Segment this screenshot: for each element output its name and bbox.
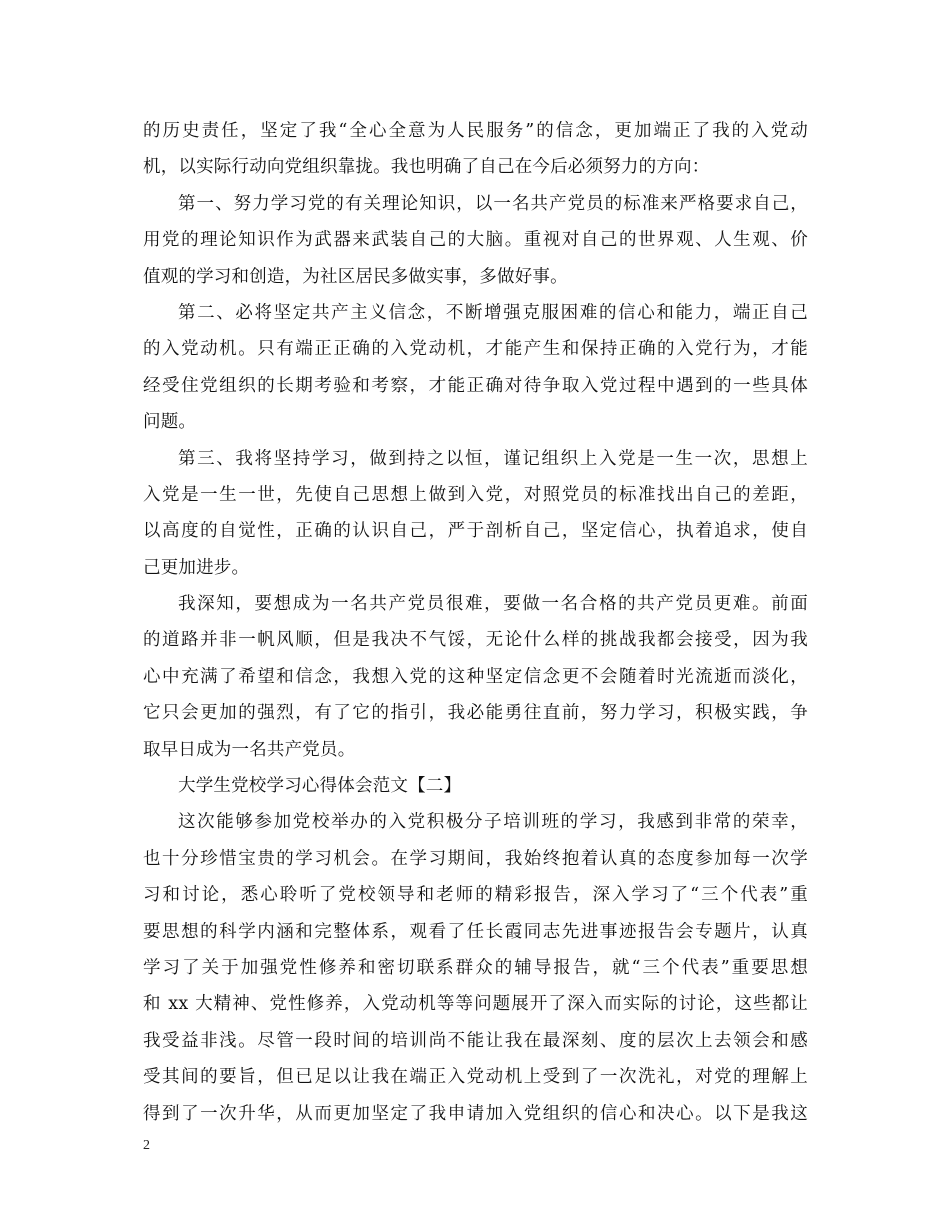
paragraph-line: 学习了关于加强党性修养和密切联系群众的辅导报告，就“三个代表”重要思想 [143, 957, 808, 978]
paragraph-line: 得到了一次升华，从而更加坚定了我申请加入党组织的信心和决心。以下是我这 [143, 1103, 808, 1124]
paragraph-first-line: 第三、我将坚持学习，做到持之以恒，谨记组织上入党是一生一次，思想上 [178, 448, 808, 469]
paragraph-line: 值观的学习和创造，为社区居民多做实事，多做好事。 [143, 266, 568, 287]
paragraph-line: 以高度的自觉性，正确的认识自己，严于剖析自己，坚定信心，执着追求，使自 [143, 521, 808, 542]
paragraph-line: 要思想的科学内涵和完整体系，观看了任长霞同志先进事迹报告会专题片，认真 [143, 921, 808, 942]
paragraph-line: 的历史责任，坚定了我“全心全意为人民服务”的信念，更加端正了我的入党动 [143, 121, 808, 141]
paragraph-line: 它只会更加的强烈，有了它的指引，我必能勇往直前，努力学习，积极实践，争 [143, 703, 808, 724]
paragraph-line: 和 xx 大精神、党性修养，入党动机等等问题展开了深入而实际的讨论，这些都让 [143, 994, 808, 1015]
paragraph-line: 己更加进步。 [143, 557, 250, 578]
paragraph-line: 受其间的要旨，但已足以让我在端正入党动机上受到了一次洗礼，对党的理解上 [143, 1067, 808, 1088]
paragraph-line: 的入党动机。只有端正正确的入党动机，才能产生和保持正确的入党行为，才能 [143, 339, 808, 360]
paragraph-first-line: 第一、努力学习党的有关理论知识，以一名共产党员的标准来严格要求自己， [178, 193, 808, 214]
paragraph-line: 经受住党组织的长期考验和考察，才能正确对待争取入党过程中遇到的一些具体 [143, 375, 808, 396]
paragraph-line: 问题。 [143, 412, 197, 433]
paragraph-line: 取早日成为一名共产党员。 [143, 739, 356, 760]
paragraph-line: 用党的理论知识作为武器来武装自己的大脑。重视对自己的世界观、人生观、价 [143, 230, 808, 251]
paragraph-first-line: 我深知，要想成为一名共产党员很难，要做一名合格的共产党员更难。前面 [178, 594, 808, 615]
paragraph-first-line: 大学生党校学习心得体会范文【二】 [178, 776, 462, 797]
document-body [143, 113, 808, 1132]
paragraph-line: 习和讨论，悉心聆听了党校领导和老师的精彩报告，深入学习了“三个代表”重 [143, 885, 808, 906]
page-number: 2 [143, 1138, 150, 1153]
paragraph-line: 心中充满了希望和信念，我想入党的这种坚定信念更不会随着时光流逝而淡化， [143, 666, 808, 687]
paragraph-first-line: 第二、必将坚定共产主义信念，不断增强克服困难的信心和能力，端正自己 [178, 302, 808, 323]
paragraph-line: 我受益非浅。尽管一段时间的培训尚不能让我在最深刻、度的层次上去领会和感 [143, 1030, 808, 1051]
paragraph-line: 入党是一生一世，先使自己思想上做到入党，对照党员的标准找出自己的差距， [143, 484, 808, 505]
paragraph-first-line: 这次能够参加党校举办的入党积极分子培训班的学习，我感到非常的荣幸， [178, 812, 808, 833]
paragraph-line: 也十分珍惜宝贵的学习机会。在学习期间，我始终抱着认真的态度参加每一次学 [143, 848, 808, 869]
paragraph-line: 的道路并非一帆风顺，但是我决不气馁，无论什么样的挑战我都会接受，因为我 [143, 630, 808, 651]
paragraph-line: 机，以实际行动向党组织靠拢。我也明确了自己在今后必须努力的方向： [143, 157, 710, 178]
